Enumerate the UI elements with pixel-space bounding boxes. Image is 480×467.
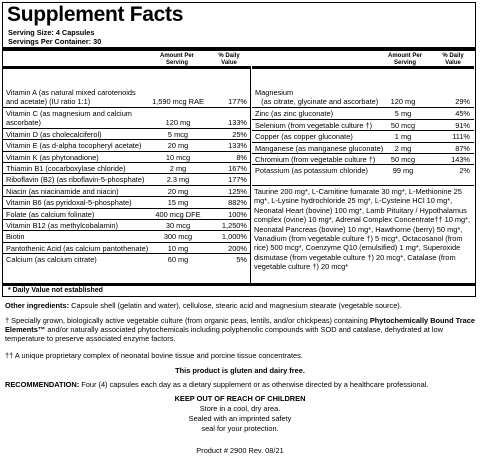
footer-rule	[3, 283, 475, 286]
column-divider	[250, 66, 251, 284]
right-table-top-rule	[252, 66, 474, 69]
nutrient-row	[252, 142, 474, 153]
recommendation-text: Four (4) capsules each day as a dietary supplement or as otherwise directed by a healthcare professional.	[79, 380, 429, 389]
left-dv-header: % Daily Value	[218, 53, 240, 66]
right-dv-header: % Daily Value	[442, 53, 464, 66]
nutrient-row	[3, 219, 250, 230]
right-amount-header: Amount Per Serving	[387, 53, 422, 66]
nutrient-daily-value: 125%	[228, 186, 247, 196]
nutrient-amount: 2 mg	[169, 164, 187, 173]
nutrient-amount: 5 mg	[394, 109, 412, 119]
nutrient-daily-value: 87%	[455, 143, 470, 153]
nutrient-daily-value: 1,000%	[221, 232, 247, 242]
nutrient-name: Potassium (as potassium chloride)	[255, 166, 368, 176]
nutrient-name: Biotin	[6, 232, 25, 242]
nutrient-name: Copper (as copper gluconate)	[255, 132, 353, 142]
other-ingredients-text: Capsule shell (gelatin and water), cellulose, stearic acid and magnesium stearate (vegetable source).	[69, 301, 402, 310]
nutrient-daily-value: 167%	[228, 164, 247, 173]
nutrient-daily-value: 2%	[459, 166, 470, 176]
nutrient-daily-value: 100%	[228, 209, 247, 219]
nutrient-row	[3, 196, 250, 207]
nutrient-amount: 99 mg	[392, 166, 414, 176]
nutrient-name: Vitamin E (as d-alpha tocopheryl acetate)	[6, 141, 142, 151]
left-amount-header: Amount Per Serving	[159, 53, 194, 66]
left-table-top-rule	[3, 66, 250, 69]
header-rule	[3, 47, 475, 51]
nutrient-daily-value: 25%	[232, 129, 247, 139]
nutrient-amount: 20 mg	[167, 141, 189, 151]
nutrient-row	[3, 162, 250, 173]
nutrient-daily-value: 133%	[228, 118, 247, 128]
nutrient-name: Zinc (as zinc gluconate)	[255, 109, 334, 119]
nutrient-name: Magnesium (as citrate, glycinate and ascorbate)	[255, 88, 379, 106]
nutrient-daily-value: 91%	[455, 120, 470, 130]
warning-title: KEEP OUT OF REACH OF CHILDREN	[174, 394, 306, 403]
gluten-statement: This product is gluten and dairy free.	[175, 366, 305, 375]
nutrient-amount: 120 mg	[390, 97, 416, 106]
nutrient-amount: 20 mg	[167, 186, 189, 196]
proprietary-blend-text: Taurine 200 mg*, L-Carnitine fumarate 30 mg*, L-Methionine 25 mg*, L-Lysine hydrochloride 25 mg*, L-Cysteine HCl 10 mg*, Neonatal Heart (bovine) 100 mg*, Lamb Pituitary / Hypothalamus complex (ovine) 10 mg*, Adrenal Complex Concentrate†† 10 mg*, Neonatal Pancreas (bovine) 10 mg*, Hawthorne (berry) 50 mg*, Vanadium (from vegetable culture †) 5 mcg*, Octacosanol (from rice) 500 mcg*, Coenzyme Q10 (emulsified) 1 mg*, Superoxide dismutase (from vegetable culture †) 20 mcg*, Catalase (from vegetable culture †) 20 mcg*	[254, 187, 471, 272]
nutrient-row	[3, 230, 250, 241]
nutrient-amount: 5 mcg	[167, 129, 189, 139]
dagger-footnote-bold: Phytochemically Bound Trace Elements™	[5, 316, 475, 335]
recommendation	[5, 380, 477, 389]
nutrient-row	[3, 151, 250, 162]
dagger-footnote-post: and/or naturally associated phytochemicals including polyphenolic compounds with SOD and catalase, dehydrated at low temperature to preserve associated enzyme factors.	[5, 325, 443, 344]
storage-line-3: seal for your protection.	[201, 424, 279, 433]
daily-value-note: * Daily Value not established	[8, 287, 103, 294]
nutrient-row	[3, 139, 250, 150]
nutrient-amount: 2.3 mg	[166, 175, 190, 185]
nutrient-name: Folate (as calcium folinate)	[6, 209, 95, 219]
storage-line-1: Store in a cool, dry area.	[199, 404, 281, 413]
servings-per-container: Servings Per Container: 30	[8, 37, 102, 46]
nutrient-name: Pantothenic Acid (as calcium pantothenate)	[6, 243, 149, 253]
nutrient-daily-value: 8%	[236, 152, 247, 162]
nutrient-daily-value: 882%	[228, 198, 247, 208]
double-dagger-footnote: †† A unique proprietary complex of neonatal bovine tissue and porcine tissue concentrates.	[5, 351, 303, 360]
nutrient-amount: 2 mg	[394, 143, 412, 153]
nutrient-name: Vitamin D (as cholecalciferol)	[6, 129, 102, 139]
other-ingredients	[5, 301, 477, 310]
nutrient-name: Selenium (from vegetable culture †)	[255, 120, 373, 130]
nutrient-amount: 10 mg	[167, 243, 189, 253]
nutrient-row	[252, 153, 474, 164]
nutrient-amount: 120 mg	[165, 118, 191, 128]
nutrient-row	[252, 164, 474, 175]
dagger-footnote-pre: † Specially grown, biologically active vegetable culture (from organic peas, lentils, and/or chickpeas) containing	[5, 316, 370, 325]
nutrient-name: Calcium (as calcium citrate)	[6, 255, 97, 265]
nutrient-row	[252, 107, 474, 118]
nutrient-name: Vitamin B12 (as methylcobalamin)	[6, 221, 119, 230]
dagger-footnote	[5, 316, 477, 344]
nutrient-daily-value: 29%	[455, 97, 470, 106]
nutrient-amount: 60 mg	[167, 255, 189, 265]
nutrient-row	[3, 242, 250, 253]
nutrient-daily-value: 177%	[228, 97, 247, 106]
recommendation-label: RECOMMENDATION:	[5, 380, 80, 389]
nutrient-amount: 50 mcg	[390, 120, 416, 130]
nutrient-amount: 1 mg	[394, 132, 412, 142]
nutrient-daily-value: 133%	[228, 141, 247, 151]
storage-line-2: Sealed with an imprinted safety	[188, 414, 292, 423]
nutrient-row	[3, 128, 250, 139]
nutrient-name: Vitamin B6 (as pyridoxal-5-phosphate)	[6, 198, 132, 208]
nutrient-row	[3, 253, 250, 264]
nutrient-row	[252, 119, 474, 130]
nutrient-amount: 15 mg	[167, 198, 189, 208]
nutrient-row	[3, 107, 250, 127]
nutrient-name: Thiamin B1 (cocarboxylase chloride)	[6, 164, 126, 173]
nutrient-name: Vitamin A (as natural mixed carotenoids and acetate) (IU ratio 1:1)	[6, 88, 136, 106]
nutrient-name: Chromium (from vegetable culture †)	[255, 155, 376, 164]
nutrient-name: Vitamin C (as magnesium and calcium ascorbate)	[6, 109, 132, 128]
nutrient-row	[252, 87, 474, 107]
nutrient-row	[3, 185, 250, 196]
nutrient-amount: 50 mcg	[390, 155, 416, 164]
nutrient-daily-value: 143%	[451, 155, 470, 164]
supplement-facts-panel	[2, 2, 476, 297]
product-code: Product # 2900 Rev. 08/21	[196, 446, 284, 455]
nutrient-daily-value: 200%	[228, 243, 247, 253]
panel-title: Supplement Facts	[7, 3, 184, 26]
nutrient-name: Niacin (as niacinamide and niacin)	[6, 186, 119, 196]
serving-size: Serving Size: 4 Capsules	[8, 28, 95, 37]
nutrient-amount: 30 mcg	[165, 221, 191, 230]
nutrient-amount: 300 mcg	[163, 232, 193, 242]
nutrient-amount: 10 mcg	[165, 152, 191, 162]
nutrient-row	[3, 87, 250, 107]
nutrient-name: Riboflavin (B2) (as riboflavin-5-phosphate)	[6, 175, 145, 185]
other-ingredients-label: Other ingredients:	[5, 301, 70, 310]
nutrient-name: Manganese (as manganese gluconate)	[255, 143, 384, 153]
nutrient-row	[3, 173, 250, 184]
nutrient-daily-value: 45%	[455, 109, 470, 119]
nutrient-daily-value: 177%	[228, 175, 247, 185]
nutrient-row	[252, 130, 474, 141]
nutrient-daily-value: 1,250%	[221, 221, 247, 230]
nutrient-row	[3, 208, 250, 219]
nutrient-daily-value: 111%	[452, 132, 470, 142]
nutrient-daily-value: 5%	[236, 255, 247, 265]
nutrient-name: Vitamin K (as phytonadione)	[6, 152, 99, 162]
blend-rule	[252, 185, 474, 186]
nutrient-amount: 400 mcg DFE	[155, 209, 201, 219]
nutrient-amount: 1,590 mcg RAE	[152, 97, 204, 106]
